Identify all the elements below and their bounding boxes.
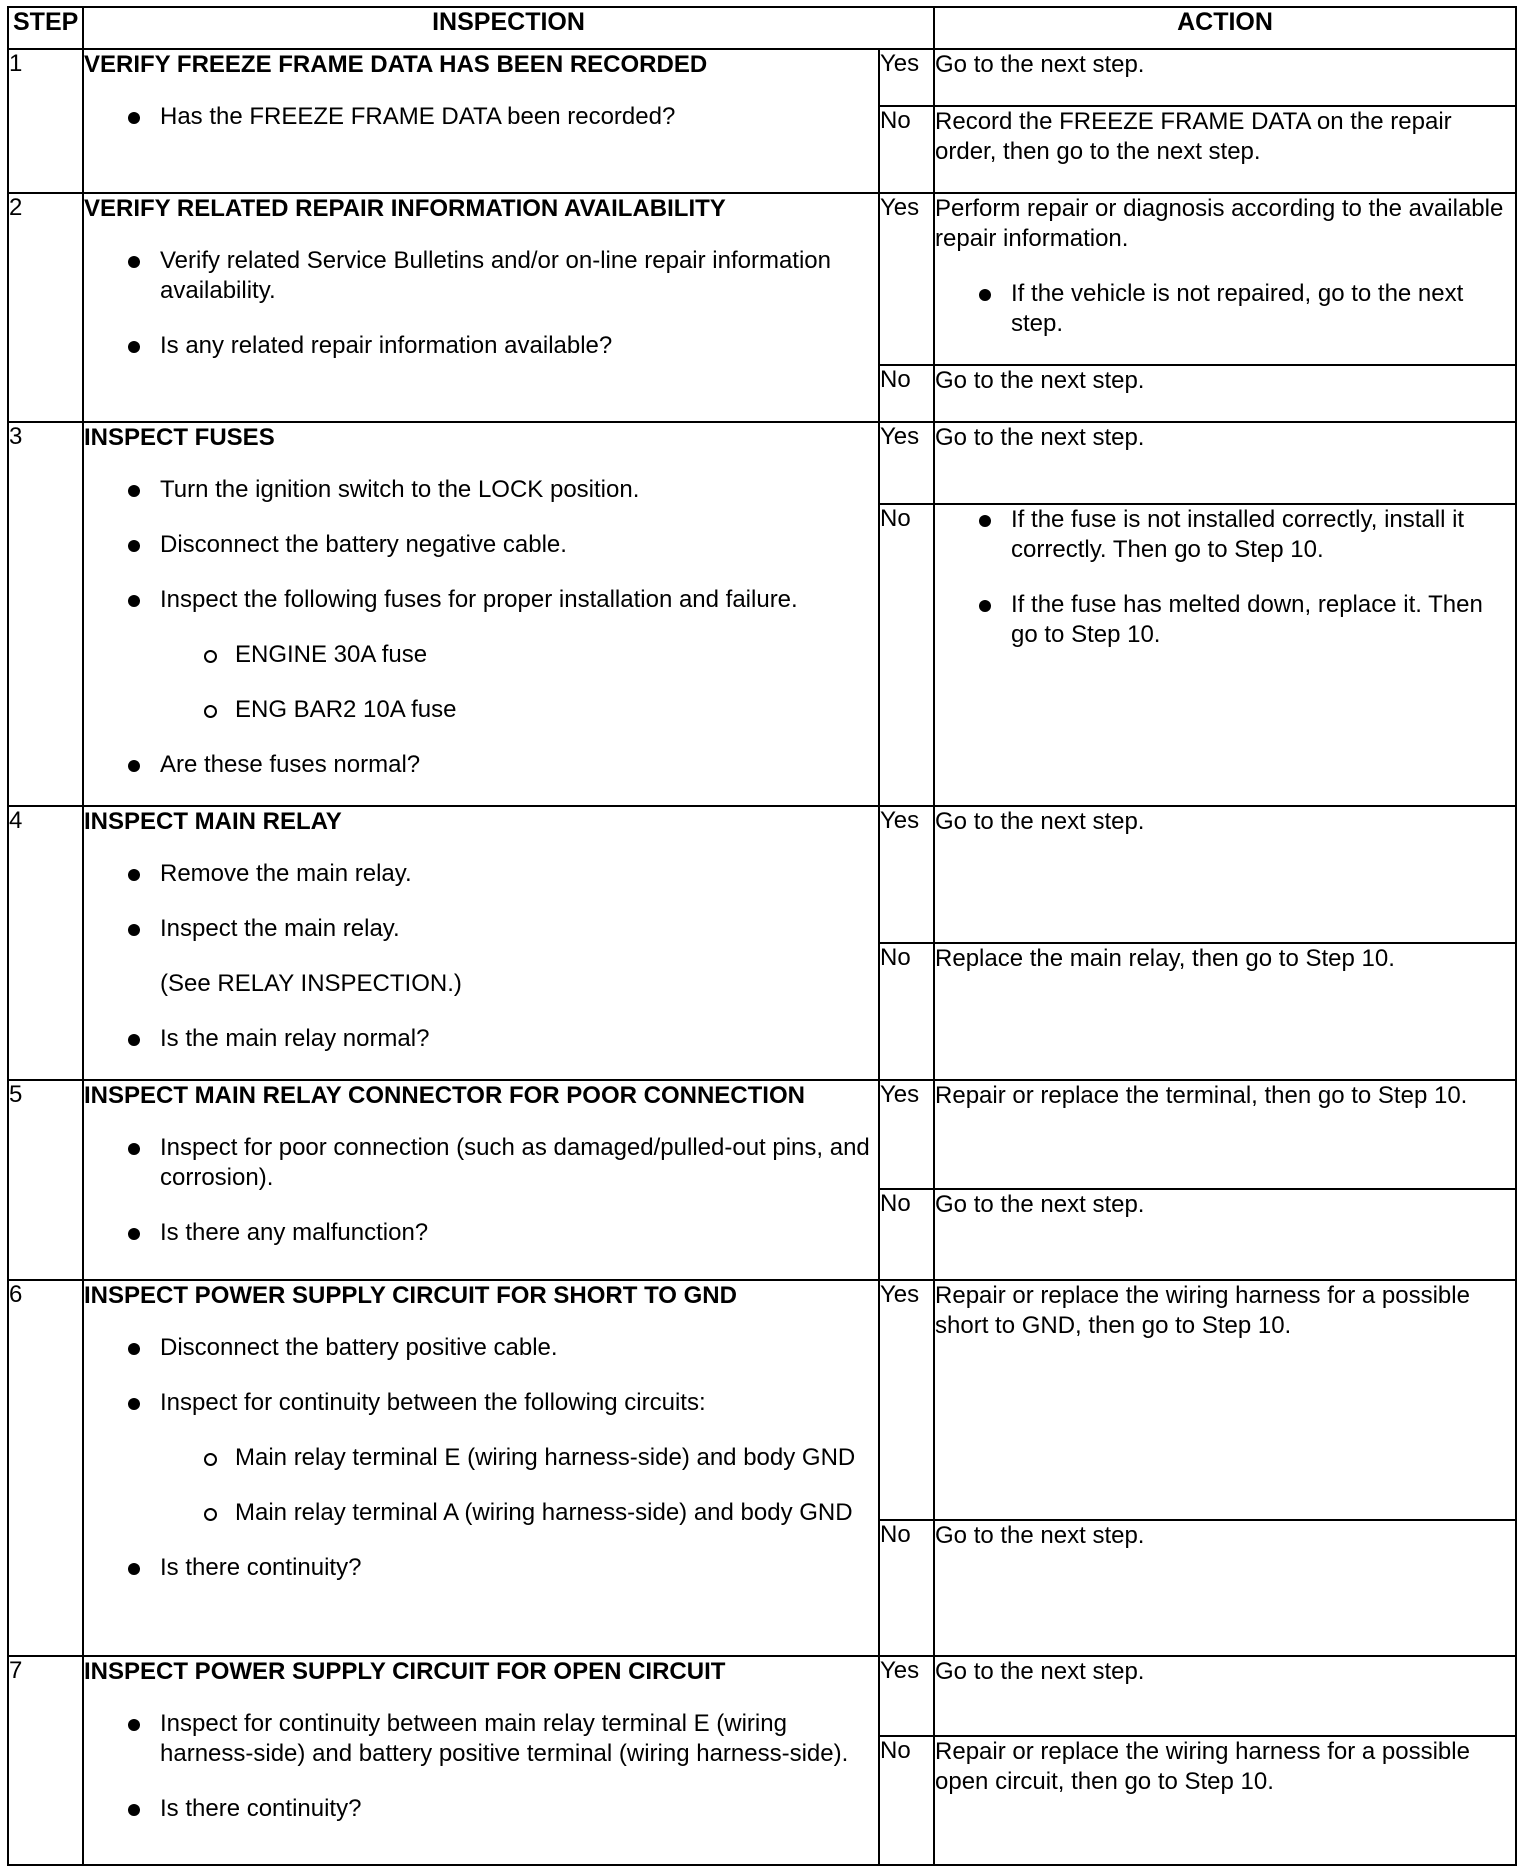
- yes-action: [934, 49, 1516, 106]
- bullet-item: Disconnect the battery positive cable.: [84, 1333, 878, 1363]
- action-text: Repair or replace the wiring harness for a possible open circuit, then go to Step 10.: [935, 1738, 1470, 1795]
- step-number: 3: [8, 422, 83, 806]
- diagnostic-procedure-sheet: [7, 6, 1515, 1866]
- step-number: 2: [8, 193, 83, 422]
- action-text: Repair or replace the wiring harness for a possible short to GND, then go to Step 10.: [935, 1282, 1470, 1339]
- action-text: Record the FREEZE FRAME DATA on the repair order, then go to the next step.: [935, 108, 1452, 165]
- step-number: 4: [8, 806, 83, 1080]
- bullet-item: Is there continuity?: [84, 1794, 878, 1824]
- no-action: [934, 1189, 1516, 1280]
- step-title: INSPECT POWER SUPPLY CIRCUIT FOR OPEN CIRCUIT: [84, 1658, 726, 1685]
- sub-bullet-item: ENG BAR2 10A fuse: [84, 695, 878, 725]
- action-bullet: If the vehicle is not repaired, go to the next step.: [935, 279, 1515, 339]
- no-label: No: [879, 943, 934, 1080]
- inspection-cell: [83, 806, 879, 1080]
- yes-action: [934, 1280, 1516, 1520]
- sub-bullet-item: Main relay terminal A (wiring harness-side) and body GND: [84, 1498, 878, 1528]
- action-text: Go to the next step.: [935, 1522, 1145, 1549]
- yes-action: [934, 422, 1516, 504]
- action-column-header: ACTION: [934, 7, 1516, 49]
- no-label: No: [879, 1189, 934, 1280]
- step-row: [8, 49, 1516, 106]
- no-label: No: [879, 504, 934, 806]
- bullet-item: Inspect for continuity between main relay terminal E (wiring harness-side) and battery positive terminal (wiring harness-side).: [84, 1709, 878, 1769]
- diagnostic-table: [7, 6, 1517, 1866]
- action-text: Go to the next step.: [935, 1658, 1145, 1685]
- no-action: [934, 504, 1516, 806]
- step-number: 1: [8, 49, 83, 193]
- bullet-item: Inspect for continuity between the following circuits:: [84, 1388, 878, 1418]
- inspection-cell: [83, 1080, 879, 1280]
- no-label: No: [879, 1736, 934, 1865]
- step-title: INSPECT MAIN RELAY CONNECTOR FOR POOR CONNECTION: [84, 1082, 805, 1109]
- step-number: 7: [8, 1656, 83, 1865]
- inspection-cell: [83, 1280, 879, 1656]
- step-number: 5: [8, 1080, 83, 1280]
- bullet-item: Are these fuses normal?: [84, 750, 878, 780]
- yes-action: [934, 1656, 1516, 1736]
- action-text: Go to the next step.: [935, 424, 1145, 451]
- yes-label: Yes: [879, 1280, 934, 1520]
- yes-label: Yes: [879, 1656, 934, 1736]
- action-text: Go to the next step.: [935, 367, 1145, 394]
- no-label: No: [879, 106, 934, 193]
- bullet-item: Is there any malfunction?: [84, 1218, 878, 1248]
- bullet-item: Disconnect the battery negative cable.: [84, 530, 878, 560]
- inspection-column-header: INSPECTION: [83, 7, 934, 49]
- yes-label: Yes: [879, 1080, 934, 1189]
- step-number: 6: [8, 1280, 83, 1656]
- bullet-item: Is the main relay normal?: [84, 1024, 878, 1054]
- bullet-item: Inspect the main relay.: [84, 914, 878, 944]
- step-title: INSPECT FUSES: [84, 424, 275, 451]
- step-title: INSPECT MAIN RELAY: [84, 808, 342, 835]
- yes-label: Yes: [879, 422, 934, 504]
- inspection-cell: [83, 422, 879, 806]
- yes-label: Yes: [879, 193, 934, 365]
- yes-label: Yes: [879, 806, 934, 943]
- bullet-item: Verify related Service Bulletins and/or on-line repair information availability.: [84, 246, 878, 306]
- step-title: INSPECT POWER SUPPLY CIRCUIT FOR SHORT TO GND: [84, 1282, 737, 1309]
- sub-bullet-item: Main relay terminal E (wiring harness-side) and body GND: [84, 1443, 878, 1473]
- yes-label: Yes: [879, 49, 934, 106]
- inspection-cell: [83, 1656, 879, 1865]
- action-text: Go to the next step.: [935, 808, 1145, 835]
- note-text: (See RELAY INSPECTION.): [160, 970, 462, 997]
- action-bullet: If the fuse has melted down, replace it. Then go to Step 10.: [935, 590, 1515, 650]
- action-text: Repair or replace the terminal, then go to Step 10.: [935, 1082, 1468, 1109]
- no-label: No: [879, 1520, 934, 1656]
- action-text: Go to the next step.: [935, 1191, 1145, 1218]
- inspection-cell: [83, 49, 879, 193]
- inspection-cell: [83, 193, 879, 422]
- bullet-item: Has the FREEZE FRAME DATA been recorded?: [84, 102, 878, 132]
- no-label: No: [879, 365, 934, 422]
- bullet-item: Remove the main relay.: [84, 859, 878, 889]
- no-action: [934, 365, 1516, 422]
- bullet-item: Is there continuity?: [84, 1553, 878, 1583]
- step-title: VERIFY FREEZE FRAME DATA HAS BEEN RECORDED: [84, 51, 708, 78]
- sub-bullet-item: ENGINE 30A fuse: [84, 640, 878, 670]
- no-action: [934, 1736, 1516, 1865]
- step-title: VERIFY RELATED REPAIR INFORMATION AVAILABILITY: [84, 195, 726, 222]
- step-row: [8, 1080, 1516, 1189]
- action-bullet: If the fuse is not installed correctly, install it correctly. Then go to Step 10.: [935, 505, 1515, 565]
- no-action: [934, 106, 1516, 193]
- step-row: [8, 806, 1516, 943]
- step-row: [8, 422, 1516, 504]
- bullet-item: Inspect for poor connection (such as damaged/pulled-out pins, and corrosion).: [84, 1133, 878, 1193]
- step-column-header: STEP: [8, 7, 83, 49]
- bullet-item: Is any related repair information available?: [84, 331, 878, 361]
- action-text: Replace the main relay, then go to Step 10.: [935, 945, 1395, 972]
- action-text: Perform repair or diagnosis according to the available repair information.: [935, 195, 1504, 252]
- yes-action: [934, 806, 1516, 943]
- step-row: [8, 1280, 1516, 1520]
- step-row: [8, 193, 1516, 365]
- yes-action: [934, 193, 1516, 365]
- no-action: [934, 943, 1516, 1080]
- no-action: [934, 1520, 1516, 1656]
- header-row: [8, 7, 1516, 49]
- yes-action: [934, 1080, 1516, 1189]
- action-text: Go to the next step.: [935, 51, 1145, 78]
- bullet-item: Inspect the following fuses for proper installation and failure.: [84, 585, 878, 615]
- step-row: [8, 1656, 1516, 1736]
- bullet-item: Turn the ignition switch to the LOCK position.: [84, 475, 878, 505]
